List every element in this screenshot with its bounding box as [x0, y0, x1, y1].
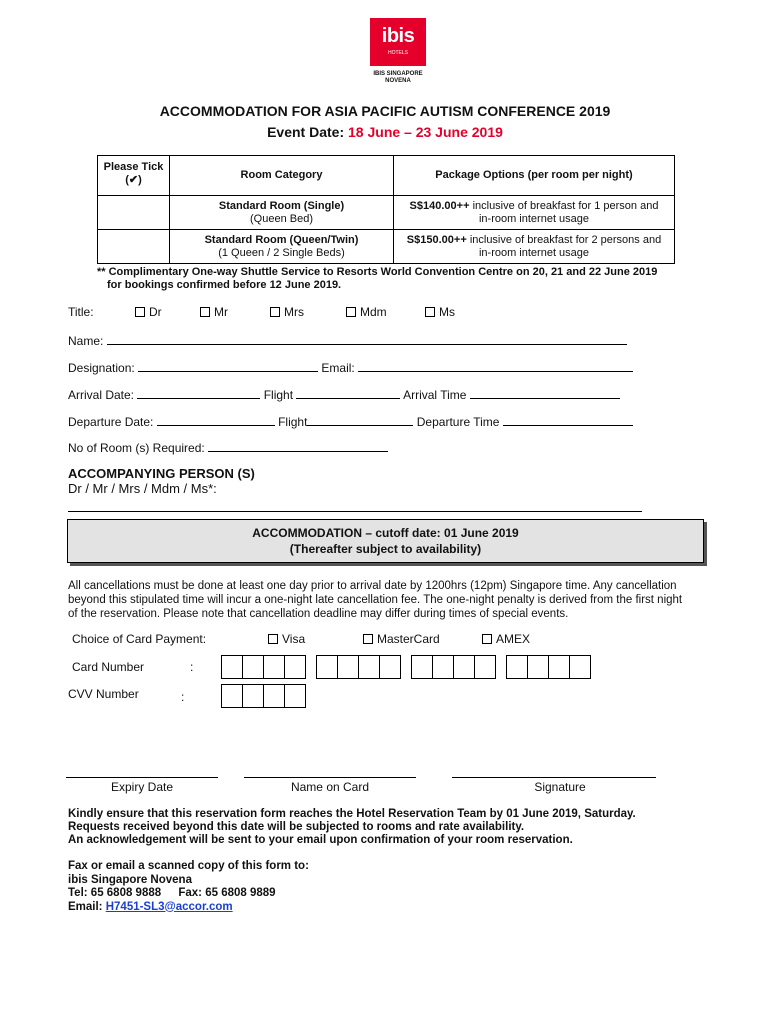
package-text: inclusive of breakfast for 2 persons and — [469, 233, 662, 246]
digit-box[interactable] — [242, 684, 264, 708]
designation-field[interactable] — [138, 360, 318, 372]
notice-line3: An acknowledgement will be sent to your email upon confirmation of your room reservation. — [68, 834, 573, 846]
option-label: Mrs — [284, 305, 304, 319]
room-row-single — [98, 196, 675, 230]
room-price: S$150.00++ — [406, 233, 467, 246]
cvv-label: CVV Number — [68, 687, 139, 701]
logo-sub: HOTELS — [387, 50, 408, 56]
checkbox-icon[interactable] — [363, 634, 373, 644]
card-payment-label: Choice of Card Payment: — [72, 632, 207, 646]
page-title: ACCOMMODATION FOR ASIA PACIFIC AUTISM CONFERENCE 2019 — [159, 103, 611, 119]
digit-box[interactable] — [316, 655, 338, 679]
room-name: Standard Room (Queen/Twin) — [204, 233, 359, 246]
rooms-required-field[interactable] — [208, 440, 388, 452]
email-contact-label: Email: — [68, 900, 103, 913]
cancellation-policy — [68, 579, 758, 621]
digit-box[interactable] — [527, 655, 549, 679]
shuttle-note-line1: ** Complimentary One-way Shuttle Service to Resorts World Convention Centre on 20, 21 and 22 June 2019 — [97, 266, 658, 278]
package-single — [394, 196, 675, 230]
room-category-queen-twin — [170, 230, 394, 264]
arrival-flight-field[interactable] — [296, 387, 400, 399]
checkbox-icon[interactable] — [135, 307, 145, 317]
tel-label: Tel: — [68, 887, 88, 899]
submission-notice — [68, 808, 636, 847]
signature-line[interactable] — [452, 777, 656, 778]
title-option-mrs[interactable] — [270, 305, 304, 319]
title-option-mdm[interactable] — [346, 305, 387, 319]
title-option-mr[interactable] — [200, 305, 228, 319]
digit-box[interactable] — [474, 655, 496, 679]
digit-box[interactable] — [432, 655, 454, 679]
arrival-date-label: Arrival Date: — [68, 388, 135, 402]
payment-option-amex[interactable] — [482, 632, 530, 646]
shuttle-note-line2: for bookings confirmed before 12 June 2019. — [107, 279, 342, 291]
room-name: Standard Room (Single) — [218, 199, 345, 212]
digit-box[interactable] — [242, 655, 264, 679]
tick-header-label: Please Tick — [103, 161, 164, 173]
digit-box[interactable] — [569, 655, 591, 679]
cutoff-box — [67, 519, 704, 563]
digit-box[interactable] — [379, 655, 401, 679]
digit-box[interactable] — [284, 684, 306, 708]
tick-cell-queen-twin[interactable] — [98, 230, 170, 264]
departure-flight-field[interactable] — [307, 414, 413, 426]
tick-header — [98, 156, 170, 196]
policy-line1: All cancellations must be done at least one day prior to arrival date by 1200hrs (12pm) Singapore time. Any cancellation — [68, 580, 677, 592]
notice-line2: Requests received beyond this date will be subjected to rooms and rate availability. — [68, 821, 525, 833]
digit-box[interactable] — [411, 655, 433, 679]
digit-box[interactable] — [358, 655, 380, 679]
card-group-4[interactable] — [507, 655, 591, 679]
logo-caption-line1: IBIS SINGAPORE — [373, 71, 423, 77]
package-text: inclusive of breakfast for 1 person and — [472, 199, 659, 212]
policy-line2: beyond this stipulated time will incur a one-night late cancellation fee. The one-night penalty is derived from the first night — [68, 594, 683, 606]
option-label: Ms — [439, 305, 455, 319]
digit-box[interactable] — [263, 655, 285, 679]
event-date — [0, 124, 770, 140]
card-number-label: Card Number — [72, 660, 145, 674]
departure-time-label: Departure Time — [416, 415, 500, 429]
checkbox-icon[interactable] — [270, 307, 280, 317]
payment-option-mastercard[interactable] — [363, 632, 440, 646]
title-label: Title: — [68, 305, 94, 319]
email-field[interactable] — [358, 360, 633, 372]
cutoff-line2: (Thereafter subject to availability) — [289, 542, 482, 556]
room-category-single — [170, 196, 394, 230]
name-field[interactable] — [107, 333, 627, 345]
departure-flight-label: Flight — [278, 415, 308, 429]
tel-value: 65 6808 9888 — [90, 887, 162, 899]
category-header: Room Category — [170, 156, 394, 196]
event-date-value: 18 June – 23 June 2019 — [348, 124, 503, 140]
option-label: Dr — [149, 305, 162, 319]
name-row — [68, 333, 627, 348]
package-sub: in-room internet usage — [478, 212, 590, 225]
arrival-time-field[interactable] — [470, 387, 620, 399]
fax-label: Fax: — [178, 887, 203, 899]
expiry-label: Expiry Date — [110, 780, 174, 794]
digit-box[interactable] — [263, 684, 285, 708]
contact-phone — [68, 887, 309, 901]
checkbox-icon[interactable] — [346, 307, 356, 317]
email-label: Email: — [321, 361, 355, 375]
digit-box[interactable] — [221, 655, 243, 679]
tick-header-mark: (✔) — [125, 174, 142, 186]
title-option-ms[interactable] — [425, 305, 455, 319]
payment-option-visa[interactable] — [268, 632, 305, 646]
checkbox-icon[interactable] — [200, 307, 210, 317]
package-header: Package Options (per room per night) — [394, 156, 675, 196]
room-price: S$140.00++ — [409, 199, 470, 212]
arrival-time-label: Arrival Time — [403, 388, 467, 402]
policy-line3: of the reservation. Please note that cancellation deadline may differ during times of special events. — [68, 608, 569, 620]
digit-box[interactable] — [284, 655, 306, 679]
card-number-colon: : — [190, 660, 194, 674]
arrival-flight-label: Flight — [263, 388, 294, 402]
option-label: AMEX — [496, 632, 531, 646]
designation-row — [68, 360, 633, 375]
name-label: Name: — [68, 334, 104, 348]
checkbox-icon[interactable] — [268, 634, 278, 644]
fax-value: 65 6808 9889 — [205, 887, 276, 899]
logo-caption — [360, 71, 436, 85]
checkbox-icon[interactable] — [482, 634, 492, 644]
option-label: MasterCard — [377, 632, 440, 646]
card-group-1[interactable] — [222, 655, 306, 679]
cutoff-line1: ACCOMMODATION – cutoff date: 01 June 2019 — [252, 526, 519, 540]
accompanying-heading: ACCOMPANYING PERSON (S) — [68, 466, 255, 481]
notice-line1: Kindly ensure that this reservation form reaches the Hotel Reservation Team by 01 June 2019, Saturday. — [68, 808, 636, 820]
expiry-line[interactable] — [66, 777, 218, 778]
logo-caption-line2: NOVENA — [385, 78, 411, 84]
ibis-logo — [370, 18, 426, 66]
digit-box[interactable] — [548, 655, 570, 679]
event-date-label: Event Date: — [267, 124, 345, 140]
card-group-2[interactable] — [317, 655, 401, 679]
card-group-3[interactable] — [412, 655, 496, 679]
name-on-card-label: Name on Card — [290, 780, 370, 794]
logo-brand: ibis — [381, 25, 415, 47]
card-number-boxes[interactable] — [222, 655, 602, 679]
room-table — [97, 155, 675, 264]
signature-label: Signature — [534, 780, 586, 794]
option-label: Mr — [214, 305, 228, 319]
accompanying-field[interactable] — [68, 511, 642, 512]
option-label: Mdm — [360, 305, 387, 319]
cvv-boxes[interactable] — [222, 684, 306, 708]
rooms-required-row — [68, 440, 388, 455]
option-label: Visa — [282, 632, 306, 646]
room-table-header — [98, 156, 675, 196]
departure-date-field[interactable] — [157, 414, 275, 426]
name-on-card-line[interactable] — [244, 777, 416, 778]
rooms-required-label: No of Room (s) Required: — [68, 441, 205, 455]
contact-intro: Fax or email a scanned copy of this form to: — [68, 860, 309, 872]
departure-row — [68, 414, 633, 429]
contact-hotel: ibis Singapore Novena — [68, 873, 192, 886]
contact-email — [68, 901, 309, 915]
digit-box[interactable] — [221, 684, 243, 708]
departure-time-field[interactable] — [503, 414, 633, 426]
package-queen-twin — [394, 230, 675, 264]
arrival-row — [68, 387, 620, 402]
digit-box[interactable] — [506, 655, 528, 679]
checkbox-icon[interactable] — [425, 307, 435, 317]
room-bed: (Queen Bed) — [250, 212, 313, 225]
shuttle-note — [97, 266, 657, 292]
contact-block — [68, 860, 309, 914]
title-option-dr[interactable] — [135, 305, 162, 319]
tick-cell-single[interactable] — [98, 196, 170, 230]
cvv-colon: : — [181, 690, 185, 704]
room-row-queen-twin — [98, 230, 675, 264]
package-sub: in-room internet usage — [478, 246, 590, 259]
accompanying-titles: Dr / Mr / Mrs / Mdm / Ms*: — [68, 481, 217, 496]
digit-box[interactable] — [337, 655, 359, 679]
digit-box[interactable] — [453, 655, 475, 679]
room-bed: (1 Queen / 2 Single Beds) — [218, 246, 345, 259]
email-link[interactable]: H7451-SL3@accor.com — [105, 900, 233, 913]
designation-label: Designation: — [68, 361, 135, 375]
arrival-date-field[interactable] — [137, 387, 260, 399]
departure-date-label: Departure Date: — [68, 415, 154, 429]
